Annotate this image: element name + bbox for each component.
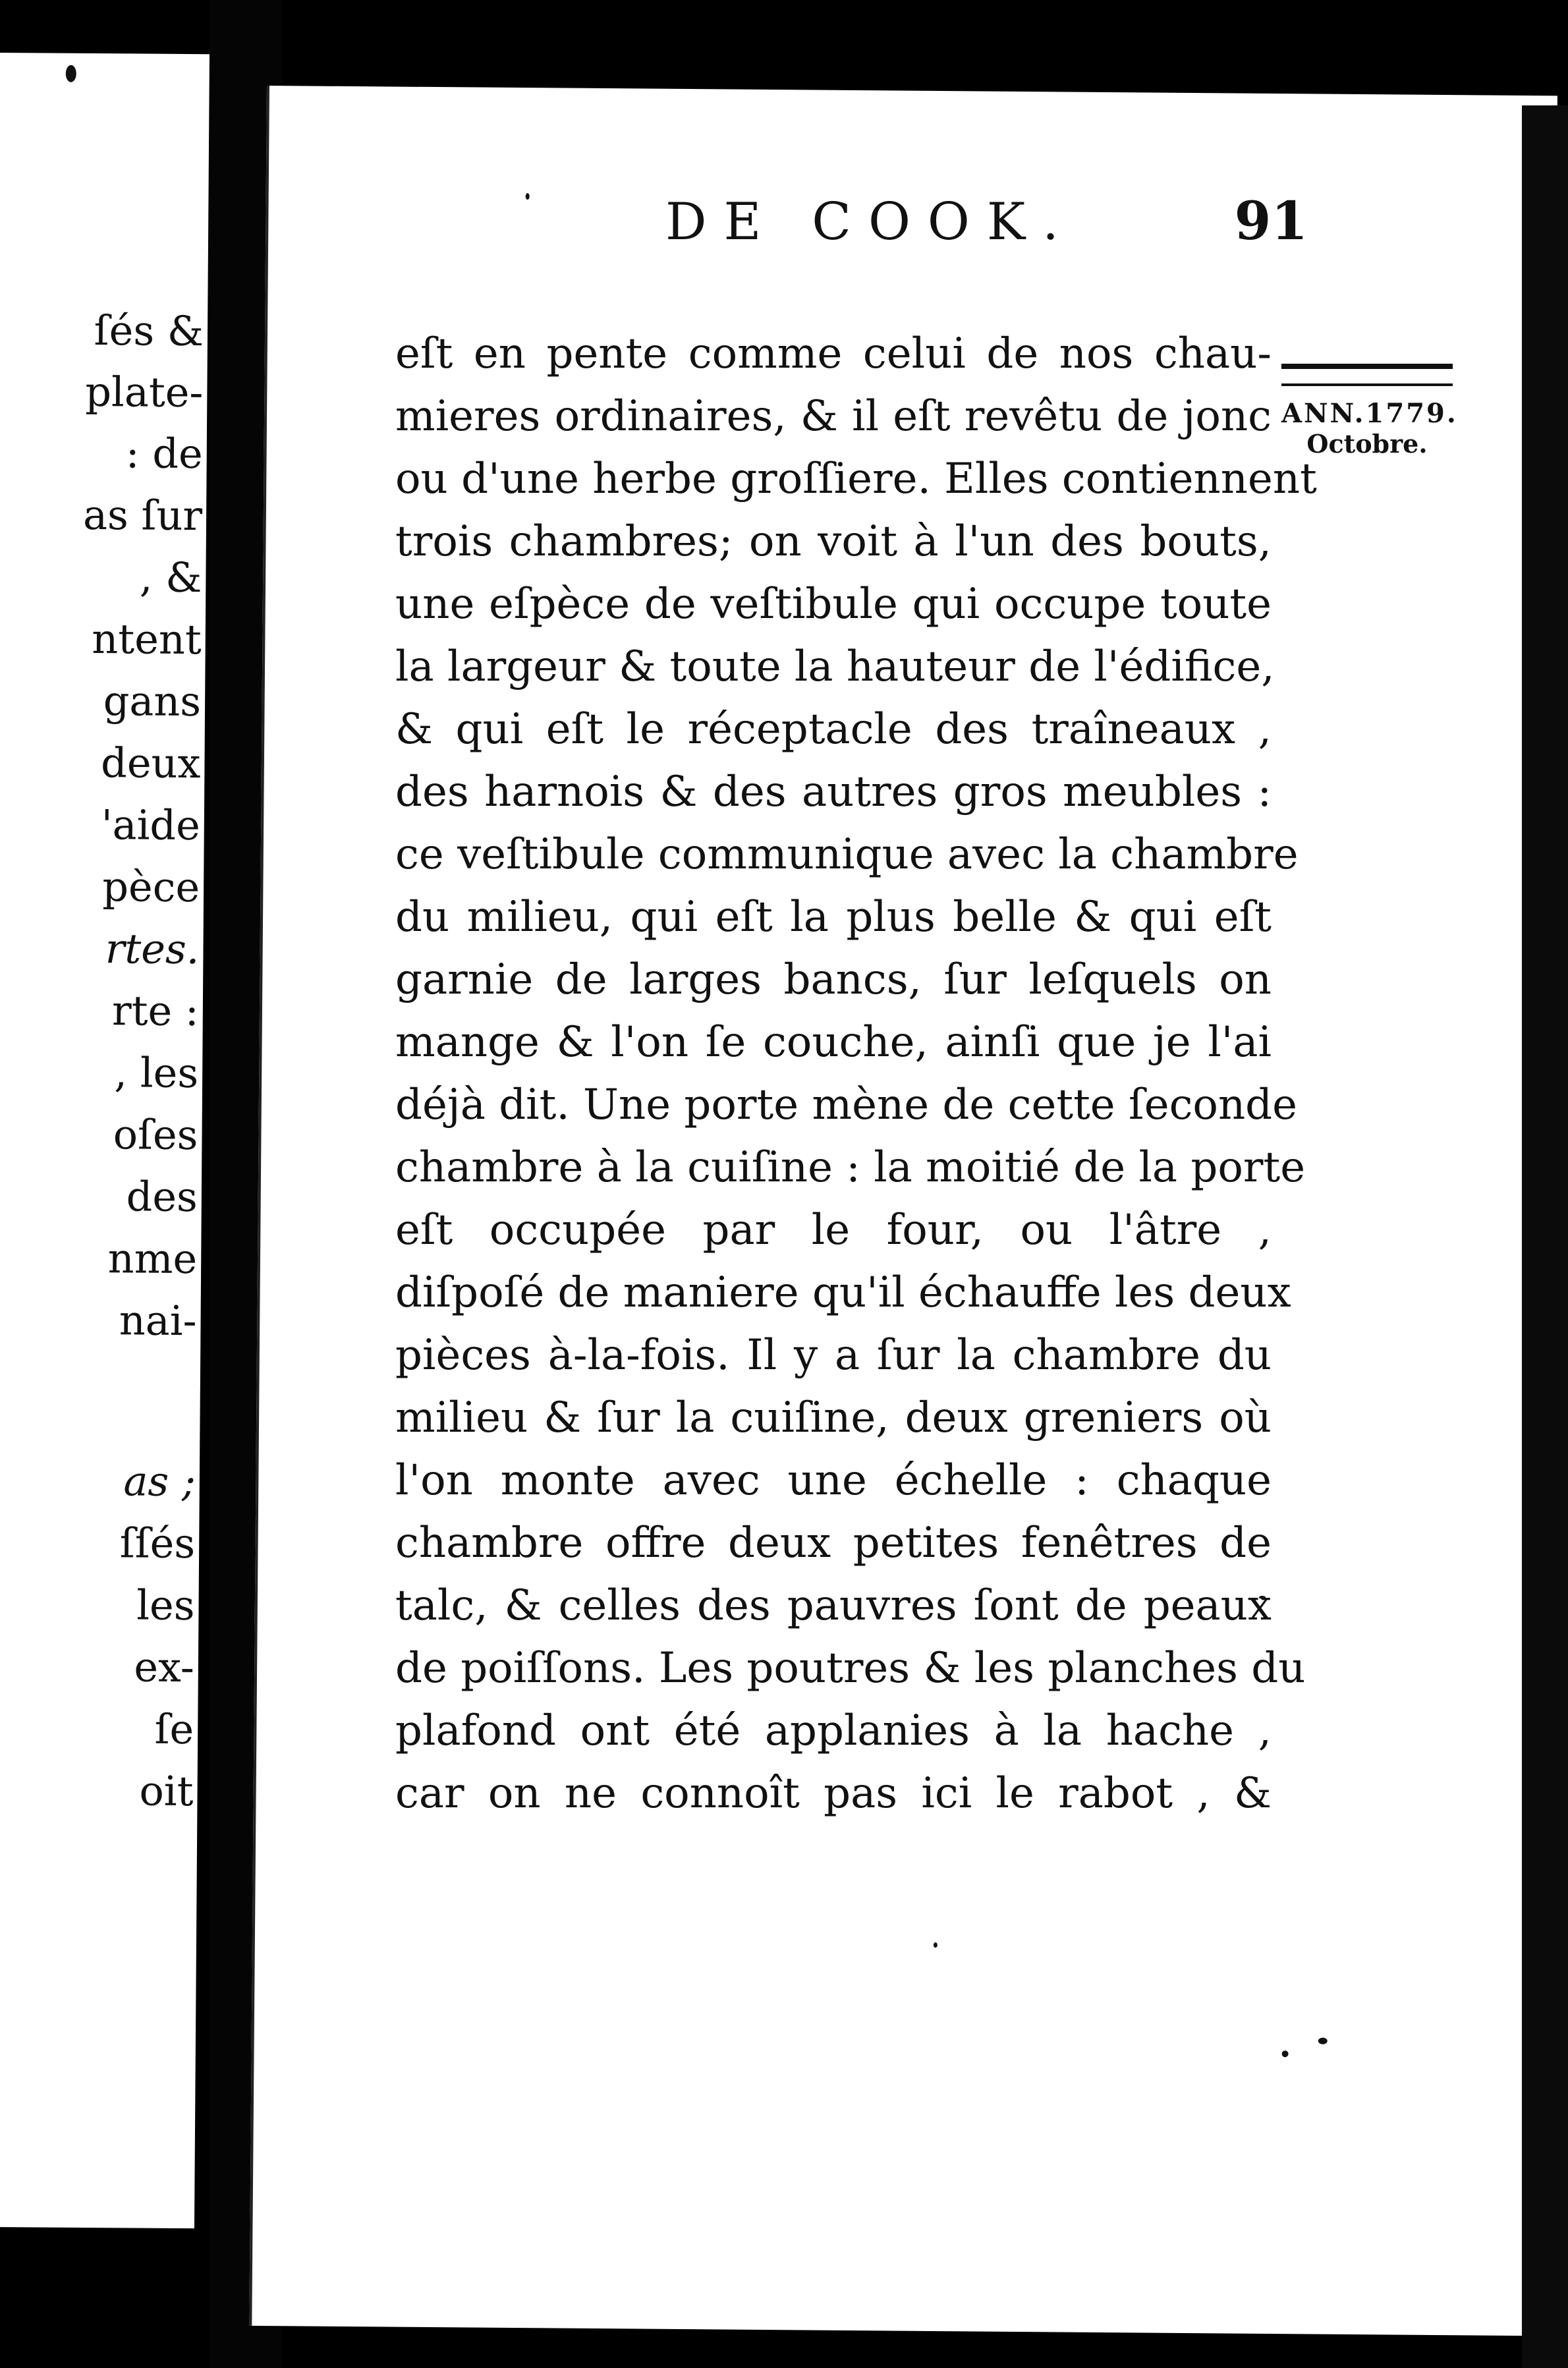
left-page-line: des — [126, 1172, 198, 1222]
text-line: déjà dit. Une porte mène de cette ſeconde — [395, 1081, 1297, 1129]
text-line: chambre offre deux petites fenêtres de — [395, 1519, 1272, 1567]
text-line: mieres ordinaires, & il eſt revêtu de jonc — [395, 392, 1272, 441]
left-page-line: nai- — [119, 1296, 197, 1345]
margin-year: ANN.1779. — [1281, 398, 1458, 429]
left-page-line: as ; — [123, 1457, 196, 1506]
left-page-line: rtes. — [105, 924, 200, 974]
text-line: garnie de larges bancs, ſur leſquels on — [395, 955, 1272, 1004]
text-line: ce veſtibule communique avec la chambre — [395, 830, 1299, 879]
text-line: du milieu, qui eſt la plus belle & qui eſt — [395, 893, 1272, 942]
left-page-line: 'aide — [101, 801, 201, 850]
left-page-line: rte : — [111, 986, 200, 1036]
text-line: pièces à-la-fois. Il y a ſur la chambre du — [395, 1331, 1272, 1380]
left-page-line: ex- — [134, 1643, 195, 1692]
left-page-line: ſſés — [119, 1519, 196, 1568]
text-line: plafond ont été applanies à la hache , — [395, 1706, 1272, 1755]
left-page-line: , les — [114, 1048, 199, 1098]
page-edge — [1522, 105, 1568, 2368]
text-line: de poiſſons. Les poutres & les planches du — [395, 1644, 1306, 1693]
left-page-line: les — [136, 1581, 195, 1630]
text-line: mange & l'on ſe couche, ainſi que je l'ai — [395, 1018, 1272, 1067]
text-line: & qui eſt le réceptacle des traîneaux , — [395, 705, 1272, 754]
left-page-line: ſe — [154, 1705, 194, 1754]
left-page-line: : de — [125, 429, 204, 478]
text-line: diſpoſé de maniere qu'il échauffe les deux — [395, 1268, 1291, 1317]
ink-speck — [66, 65, 76, 82]
text-line: eſt occupée par le four, ou l'âtre , — [395, 1206, 1272, 1254]
ink-speck — [1318, 2038, 1328, 2044]
margin-month: Octobre. — [1306, 429, 1428, 459]
ink-speck — [934, 1942, 938, 1948]
body-text — [395, 323, 1317, 1825]
left-page-line: pèce — [102, 862, 200, 912]
left-page-line: deux — [100, 739, 201, 788]
text-line: une eſpèce de veſtibule qui occupe toute — [395, 580, 1272, 629]
text-line: la largeur & toute la hauteur de l'édifice, — [395, 642, 1275, 691]
left-page-line: gans — [103, 677, 202, 726]
text-line: trois chambres; on voit à l'un des bouts, — [395, 517, 1272, 566]
page-number: 91 — [1234, 190, 1308, 252]
left-page-line: as ſur — [82, 490, 203, 540]
text-line: ou d'une herbe groſſiere. Elles contiennent — [395, 455, 1317, 503]
text-line: des harnois & des autres gros meubles : — [395, 768, 1272, 816]
running-head: DE COOK. — [665, 192, 1076, 252]
margin-note — [1281, 364, 1458, 459]
text-line: l'on monte avec une échelle : chaque — [395, 1456, 1272, 1505]
left-page-line: ntent — [92, 614, 202, 664]
left-page-line: oit — [139, 1766, 194, 1816]
text-line: milieu & ſur la cuiſine, deux greniers où — [395, 1394, 1272, 1442]
text-line: car on ne connoît pas ici le rabot , & — [395, 1769, 1272, 1818]
page-header — [389, 192, 1308, 265]
left-page-fragment — [0, 53, 210, 2228]
left-page-line: nme — [107, 1234, 198, 1283]
left-page-line: plate- — [85, 367, 204, 417]
left-page-line: oſes — [113, 1110, 198, 1160]
text-line: talc, & celles des pauvres ſont de peaux — [395, 1581, 1272, 1630]
text-line: eſt en pente comme celui de nos chau- — [395, 329, 1272, 378]
text-line: chambre à la cuiſine : la moitié de la porte — [395, 1143, 1306, 1192]
left-page-line: ſés & — [94, 306, 204, 356]
ink-speck — [1282, 2050, 1289, 2057]
margin-rule — [1281, 364, 1453, 386]
left-page-line: , & — [139, 553, 202, 602]
